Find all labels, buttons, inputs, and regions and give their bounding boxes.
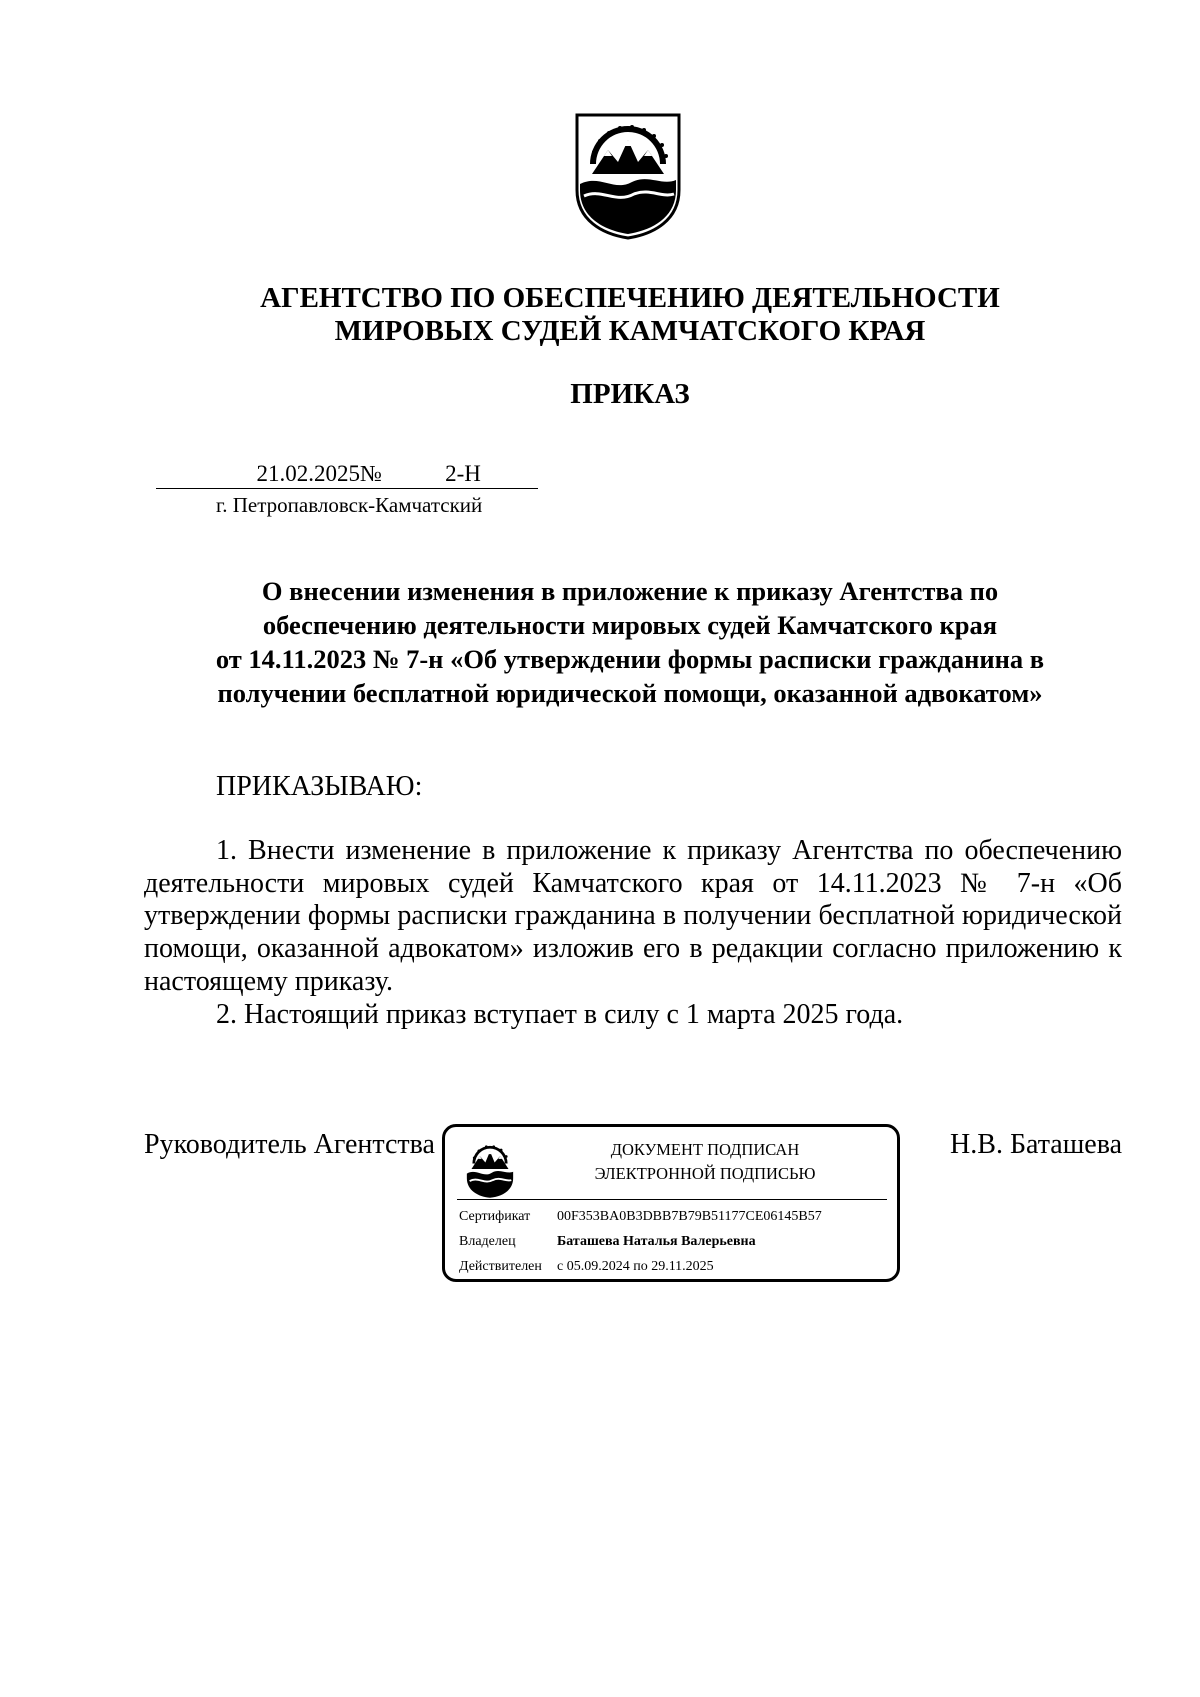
number-sign: № xyxy=(360,460,388,489)
stamp-title-line1: ДОКУМЕНТ ПОДПИСАН xyxy=(610,1140,800,1159)
stamp-certificate-value: 00F353BA0B3DBB7B79B51177CE06145B57 xyxy=(557,1209,822,1224)
order-number-row xyxy=(156,460,538,489)
stamp-owner-value: Баташева Наталья Валерьевна xyxy=(557,1234,756,1249)
document-type: ПРИКАЗ xyxy=(570,378,690,410)
agency-name-line1: АГЕНТСТВО ПО ОБЕСПЕЧЕНИЮ ДЕЯТЕЛЬНОСТИ xyxy=(260,282,1000,314)
agency-name xyxy=(0,282,1200,348)
subject-line4: получении бесплатной юридической помощи, оказанной адвокатом» xyxy=(217,678,1043,708)
stamp-title-line2: ЭЛЕКТРОННОЙ ПОДПИСЬЮ xyxy=(594,1164,816,1183)
order-subject xyxy=(150,574,1110,710)
stamp-validity-value: с 05.09.2024 по 29.11.2025 xyxy=(557,1259,714,1274)
subject-line1: О внесении изменения в приложение к приказу Агентства по xyxy=(261,576,999,606)
order-date: 21.02.2025 xyxy=(156,460,360,489)
signatory-name: Н.В. Баташева xyxy=(950,1129,1122,1160)
signatory-position: Руководитель Агентства xyxy=(144,1129,435,1160)
order-body xyxy=(144,835,1122,1031)
stamp-validity-row xyxy=(459,1258,714,1276)
directive: ПРИКАЗЫВАЮ: xyxy=(216,771,423,802)
subject-line2: обеспечению деятельности мировых судей Камчатского края xyxy=(262,610,998,640)
stamp-owner-row xyxy=(459,1233,756,1251)
subject-line3: от 14.11.2023 № 7-н «Об утверждении формы расписки гражданина в xyxy=(215,644,1045,674)
order-item-2: 2. Настоящий приказ вступает в силу с 1 марта 2025 года. xyxy=(216,998,904,1030)
stamp-certificate-label: Сертификат xyxy=(459,1209,531,1224)
order-number: 2-Н xyxy=(388,460,538,489)
kamchatka-coat-of-arms-icon xyxy=(465,1139,515,1199)
stamp-divider xyxy=(457,1199,887,1200)
city: г. Петропавловск-Камчатский xyxy=(216,493,483,517)
kamchatka-coat-of-arms-icon xyxy=(574,112,682,240)
agency-name-line2: МИРОВЫХ СУДЕЙ КАМЧАТСКОГО КРАЯ xyxy=(334,315,926,347)
stamp-validity-label: Действителен xyxy=(459,1259,542,1274)
stamp-certificate-row xyxy=(459,1208,822,1226)
stamp-owner-label: Владелец xyxy=(459,1234,516,1249)
order-item-1: 1. Внести изменение в приложение к приказу Агентства по обеспечению деятельности мировых судей Камчатского края от 14.11.2023 № 7-н «Об утверждении формы расписки гражданина в получении бесплатной юридической помощи, оказанной адвокатом» изложив его в редакции согласно приложению к настоящему приказу. xyxy=(144,835,1122,997)
electronic-signature-stamp xyxy=(442,1124,900,1282)
